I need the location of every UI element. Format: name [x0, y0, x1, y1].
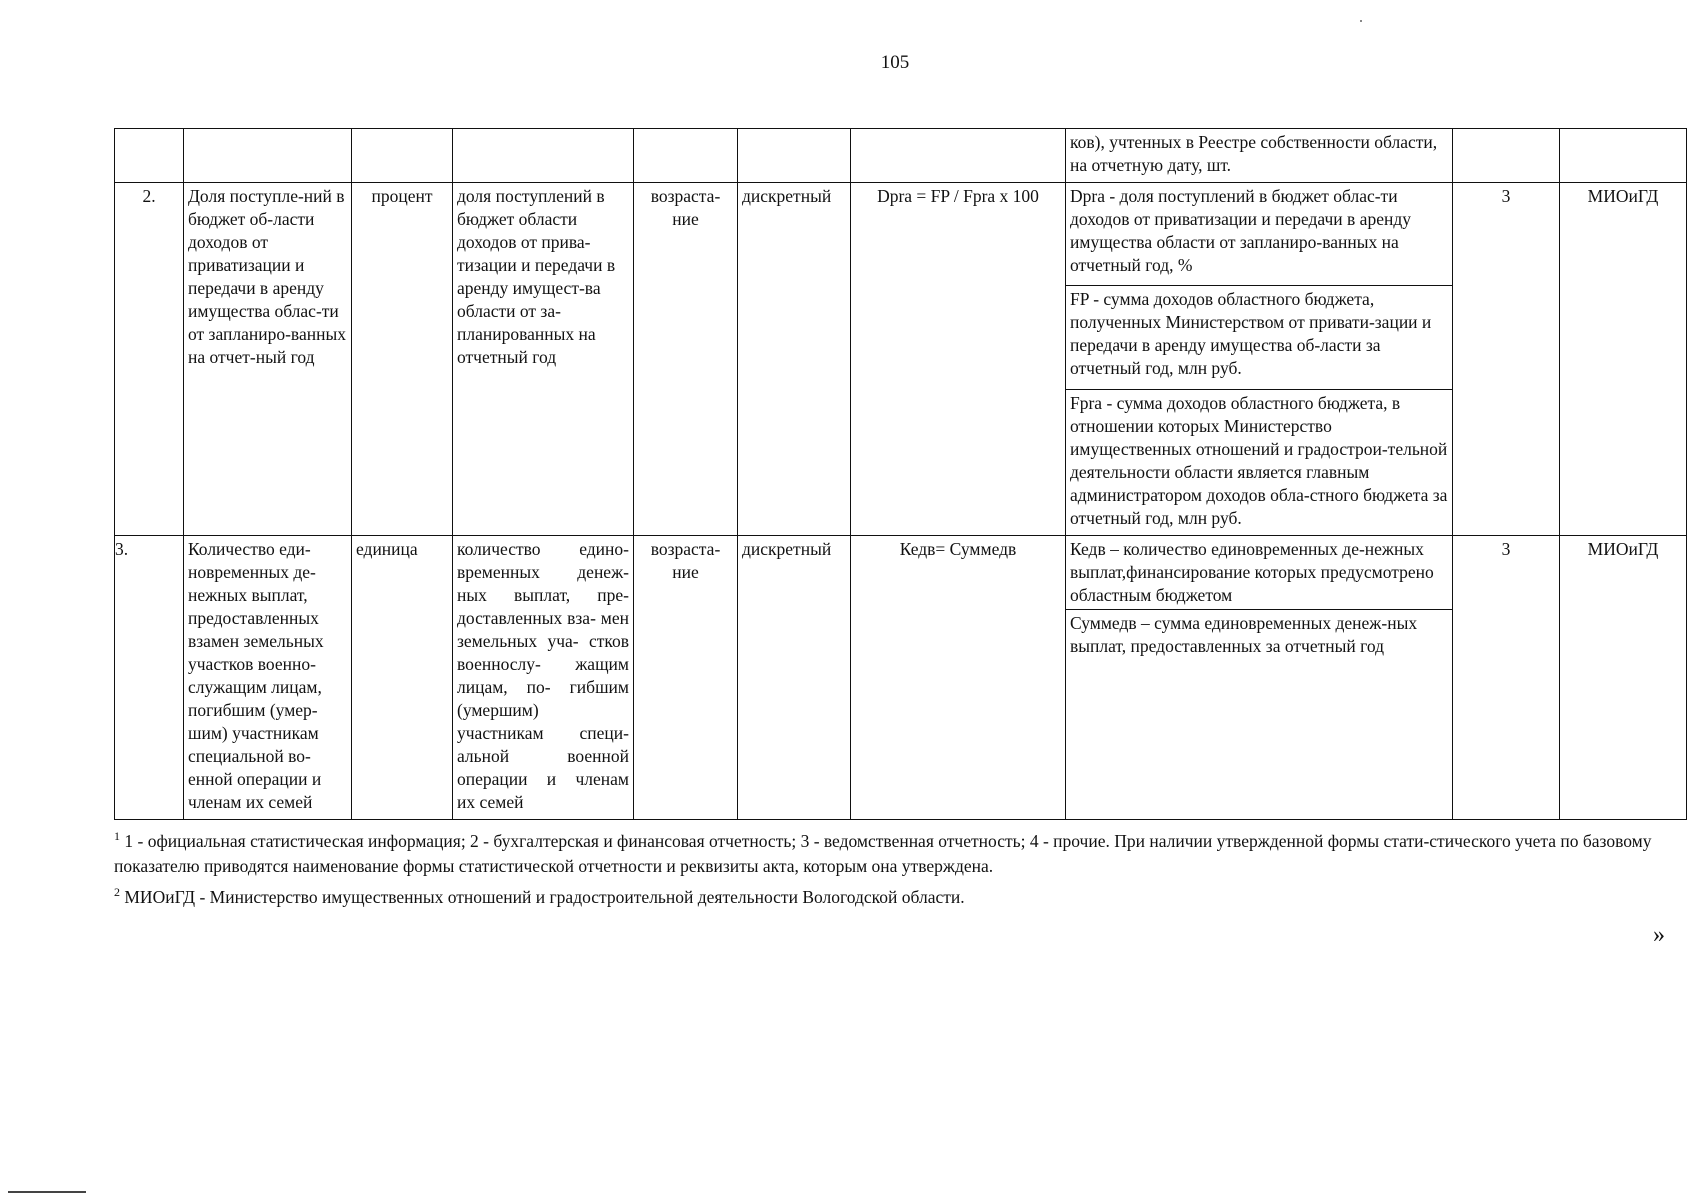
cell-empty: [738, 129, 851, 183]
cell-empty: [352, 129, 453, 183]
footnote-2: [114, 885, 1686, 910]
table-row-continuation: [115, 129, 1687, 183]
cell-unit: процент: [352, 183, 453, 536]
definition-line: мен земельных уча-: [457, 608, 629, 651]
definition-line: доставленных вза-: [457, 608, 596, 628]
cell-type: дискретный: [738, 536, 851, 820]
cell-type: дискретный: [738, 183, 851, 536]
cell-empty: [634, 129, 738, 183]
cell-variable-description: Dpra - доля поступлений в бюджет облас-ти доходов от приватизации и передачи в аренду имущества области от запланиро-ванных на отчетный год, %: [1066, 183, 1453, 286]
cell-formula: Кедв= Суммедв: [851, 536, 1066, 820]
table-row-3: [115, 536, 1687, 610]
closing-quote: »: [1653, 922, 1665, 948]
definition-line: количество едино-: [457, 539, 629, 559]
cell-unit: единица: [352, 536, 453, 820]
definition-line: операции и членам: [457, 769, 629, 789]
cell-variable-description: Суммедв – сумма единовременных денеж-ных выплат, предоставленных за отчетный год: [1066, 610, 1453, 820]
cell-empty: [1560, 129, 1687, 183]
page-number: 105: [880, 52, 910, 73]
definition-line: стков военнослу-: [457, 631, 629, 674]
cell-empty: [115, 129, 184, 183]
footnote-2-text: МИОиГД - Министерство имущественных отношений и градостроительной деятельности Вологодской области.: [124, 887, 965, 907]
indicators-table: [114, 128, 1687, 820]
footnote-1-mark: 1: [114, 829, 120, 843]
scan-artifact-dot: [1360, 20, 1362, 22]
definition-line: жащим лицам, по-: [457, 654, 629, 697]
cell-variable-continuation: ков), учтенных в Реестре собственности области, на отчетную дату, шт.: [1066, 129, 1453, 183]
cell-empty: [1453, 129, 1560, 183]
cell-empty: [184, 129, 352, 183]
definition-line: временных денеж-: [457, 562, 629, 582]
definition-line: ных выплат, пре-: [457, 585, 629, 605]
scan-artifact-line: [8, 1191, 86, 1193]
cell-variable-description: Кедв – количество единовременных де-нежных выплат,финансирование которых предусмотрено областным бюджетом: [1066, 536, 1453, 610]
definition-line: участникам специ-: [457, 723, 629, 743]
cell-dynamics: возраста-ние: [634, 536, 738, 820]
cell-indicator-name: Доля поступле-ний в бюджет об-ласти доходов от приватизации и передачи в аренду имущества облас-ти от запланиро-ванных на отчет-ный год: [184, 183, 352, 536]
cell-definition: [453, 536, 634, 820]
cell-responsible: МИОиГД: [1560, 183, 1687, 536]
footnote-1: [114, 829, 1686, 879]
cell-dynamics: возраста-ние: [634, 183, 738, 536]
table-row-2: [115, 183, 1687, 286]
definition-line: альной военной: [457, 746, 629, 766]
cell-source: 3: [1453, 183, 1560, 536]
cell-empty: [453, 129, 634, 183]
cell-variable-description: Fpra - сумма доходов областного бюджета, в отношении которых Министерство имущественных отношений и градострои-тельной деятельности области является главным администратором доходов обла-стного бюджета за отчетный год, млн руб.: [1066, 390, 1453, 536]
cell-row-number: 2.: [115, 183, 184, 536]
footnote-1-text: 1 - официальная статистическая информация; 2 - бухгалтерская и финансовая отчетность; 3 - ведомственная отчетность; 4 - прочие. При наличии утвержденной формы стати-стического учета по базовому показателю приводятся наименование формы статистической отчетности и реквизиты акта, которым она утверждена.: [114, 831, 1652, 876]
footnote-2-mark: 2: [114, 885, 120, 899]
cell-row-number: 3.: [115, 536, 184, 820]
cell-definition: доля поступлений в бюджет области доходов от прива-тизации и передачи в аренду имущест-ва области от за-планированных на отчетный год: [453, 183, 634, 536]
cell-indicator-name: Количество еди-новременных де-нежных выплат, предоставленных взамен земельных участков военно-служащим лицам, погибшим (умер-шим) участникам специальной во-енной операции и членам их семей: [184, 536, 352, 820]
cell-variable-description: FP - сумма доходов областного бюджета, полученных Министерством от привати-зации и передачи в аренду имущества об-ласти за отчетный год, млн руб.: [1066, 286, 1453, 390]
cell-formula: Dpra = FP / Fpra x 100: [851, 183, 1066, 536]
cell-responsible: МИОиГД: [1560, 536, 1687, 820]
cell-source: 3: [1453, 536, 1560, 820]
definition-line: их семей: [457, 792, 524, 812]
definition-line: гибшим (умершим): [457, 677, 629, 720]
footnotes: [114, 829, 1686, 910]
cell-empty: [851, 129, 1066, 183]
